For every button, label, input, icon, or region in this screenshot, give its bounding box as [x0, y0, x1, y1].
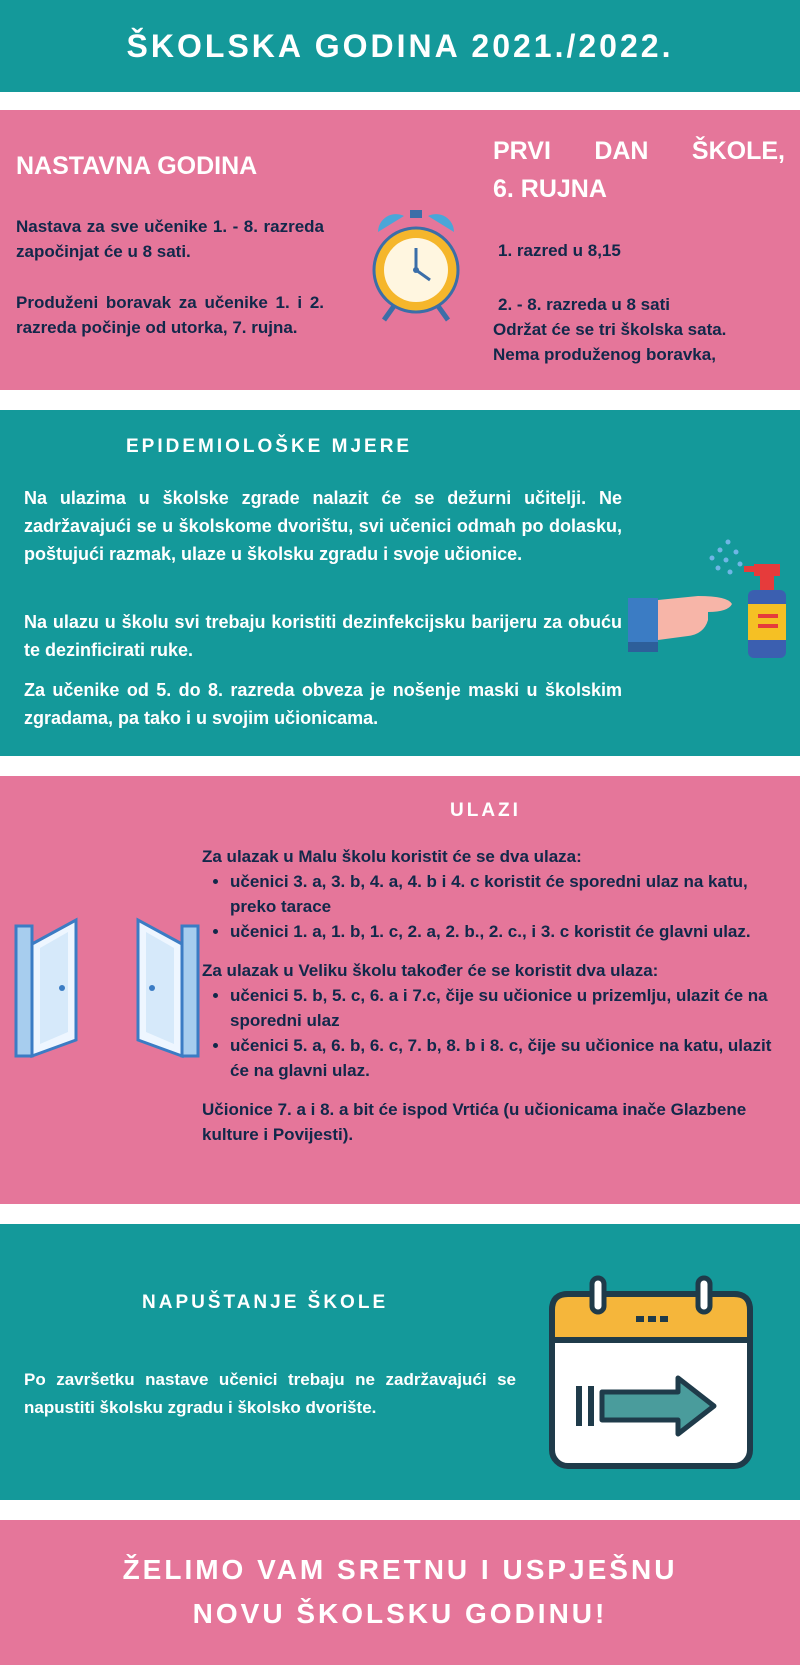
napustanje-section — [0, 1224, 800, 1500]
nastavna-section — [0, 110, 800, 390]
prvi-dan-heading-line1: PRVI DAN ŠKOLE, — [493, 137, 785, 165]
epidem-section — [0, 410, 800, 756]
prvi-dan-heading-line2: 6. RUJNA — [493, 175, 607, 203]
prvi-dan-line-2: 2. - 8. razreda u 8 sati — [498, 295, 670, 314]
prvi-dan-heading — [493, 132, 785, 208]
hand-sanitizer-icon — [628, 530, 794, 660]
open-door-icon — [12, 916, 202, 1066]
epidem-heading: EPIDEMIOLOŠKE MJERE — [126, 436, 413, 457]
ulazi-content — [202, 844, 788, 1147]
napustanje-heading: NAPUŠTANJE ŠKOLE — [142, 1292, 389, 1313]
mala-skola-list — [202, 869, 788, 944]
footer-band — [0, 1520, 800, 1665]
alarm-clock-icon — [358, 206, 474, 326]
epidem-text-2: Na ulazu u školu svi trebaju koristiti dezinfekcijsku barijeru za obuću te dezinficirati ruke. — [24, 612, 622, 660]
epidem-text-3: Za učenike od 5. do 8. razreda obveza je nošenje maski u školskim zgradama, pa tako i u svojim učionicama. — [24, 680, 622, 728]
velika-skola-intro: Za ulazak u Veliku školu također će se koristit dva ulaza: — [202, 961, 659, 980]
velika-skola-list — [202, 983, 788, 1083]
list-item: • učenici 5. a, 6. b, 6. c, 7. b, 8. b i 8. c, čije su učionice na katu, ulazit će na glavni ulaz. — [230, 1033, 788, 1083]
calendar-arrow-icon — [548, 1274, 754, 1470]
nastavna-heading: NASTAVNA GODINA — [16, 152, 258, 180]
epidem-text-1: Na ulazima u školske zgrade nalazit će se dežurni učitelji. Ne zadržavajući se u školskome dvorištu, svi učenici odmah po dolasku, poštujući razmak, ulaze u školsku zgradu i svoje učionice. — [24, 488, 622, 564]
prvi-dan-line-1: 1. razred u 8,15 — [498, 241, 621, 260]
prvi-dan-line-3: Održat će se tri školska sata. — [493, 320, 727, 339]
nastavna-text-2: Produženi boravak za učenike 1. i 2. razreda počinje od utorka, 7. rujna. — [16, 293, 324, 337]
mala-skola-intro: Za ulazak u Malu školu koristit će se dva ulaza: — [202, 847, 582, 866]
footer-line-2: NOVU ŠKOLSKU GODINU! — [192, 1598, 608, 1629]
list-item: • učenici 5. b, 5. c, 6. a i 7.c, čije su učionice u prizemlju, ulazit će na sporedni ulaz — [230, 983, 788, 1033]
ulazi-note: Učionice 7. a i 8. a bit će ispod Vrtića (u učionicama inače Glazbene kulture i Povijesti). — [202, 1100, 747, 1144]
prvi-dan-line-4: Nema produženog boravka, — [493, 345, 716, 364]
list-item: • učenici 1. a, 1. b, 1. c, 2. a, 2. b., 2. c., i 3. c koristit će glavni ulaz. — [230, 919, 788, 944]
nastavna-text-1: Nastava za sve učenike 1. - 8. razreda započinjat će u 8 sati. — [16, 217, 324, 261]
list-item: • učenici 3. a, 3. b, 4. a, 4. b i 4. c koristit će sporedni ulaz na katu, preko tarace — [230, 869, 788, 919]
header-band — [0, 0, 800, 92]
page-title: ŠKOLSKA GODINA 2021./2022. — [126, 28, 674, 64]
napustanje-text: Po završetku nastave učenici trebaju ne zadržavajući se napustiti školsku zgradu i školsko dvorište. — [24, 1370, 516, 1417]
ulazi-heading: ULAZI — [450, 800, 521, 821]
footer-message — [0, 1548, 800, 1636]
ulazi-section — [0, 776, 800, 1204]
footer-line-1: ŽELIMO VAM SRETNU I USPJEŠNU — [122, 1554, 678, 1585]
